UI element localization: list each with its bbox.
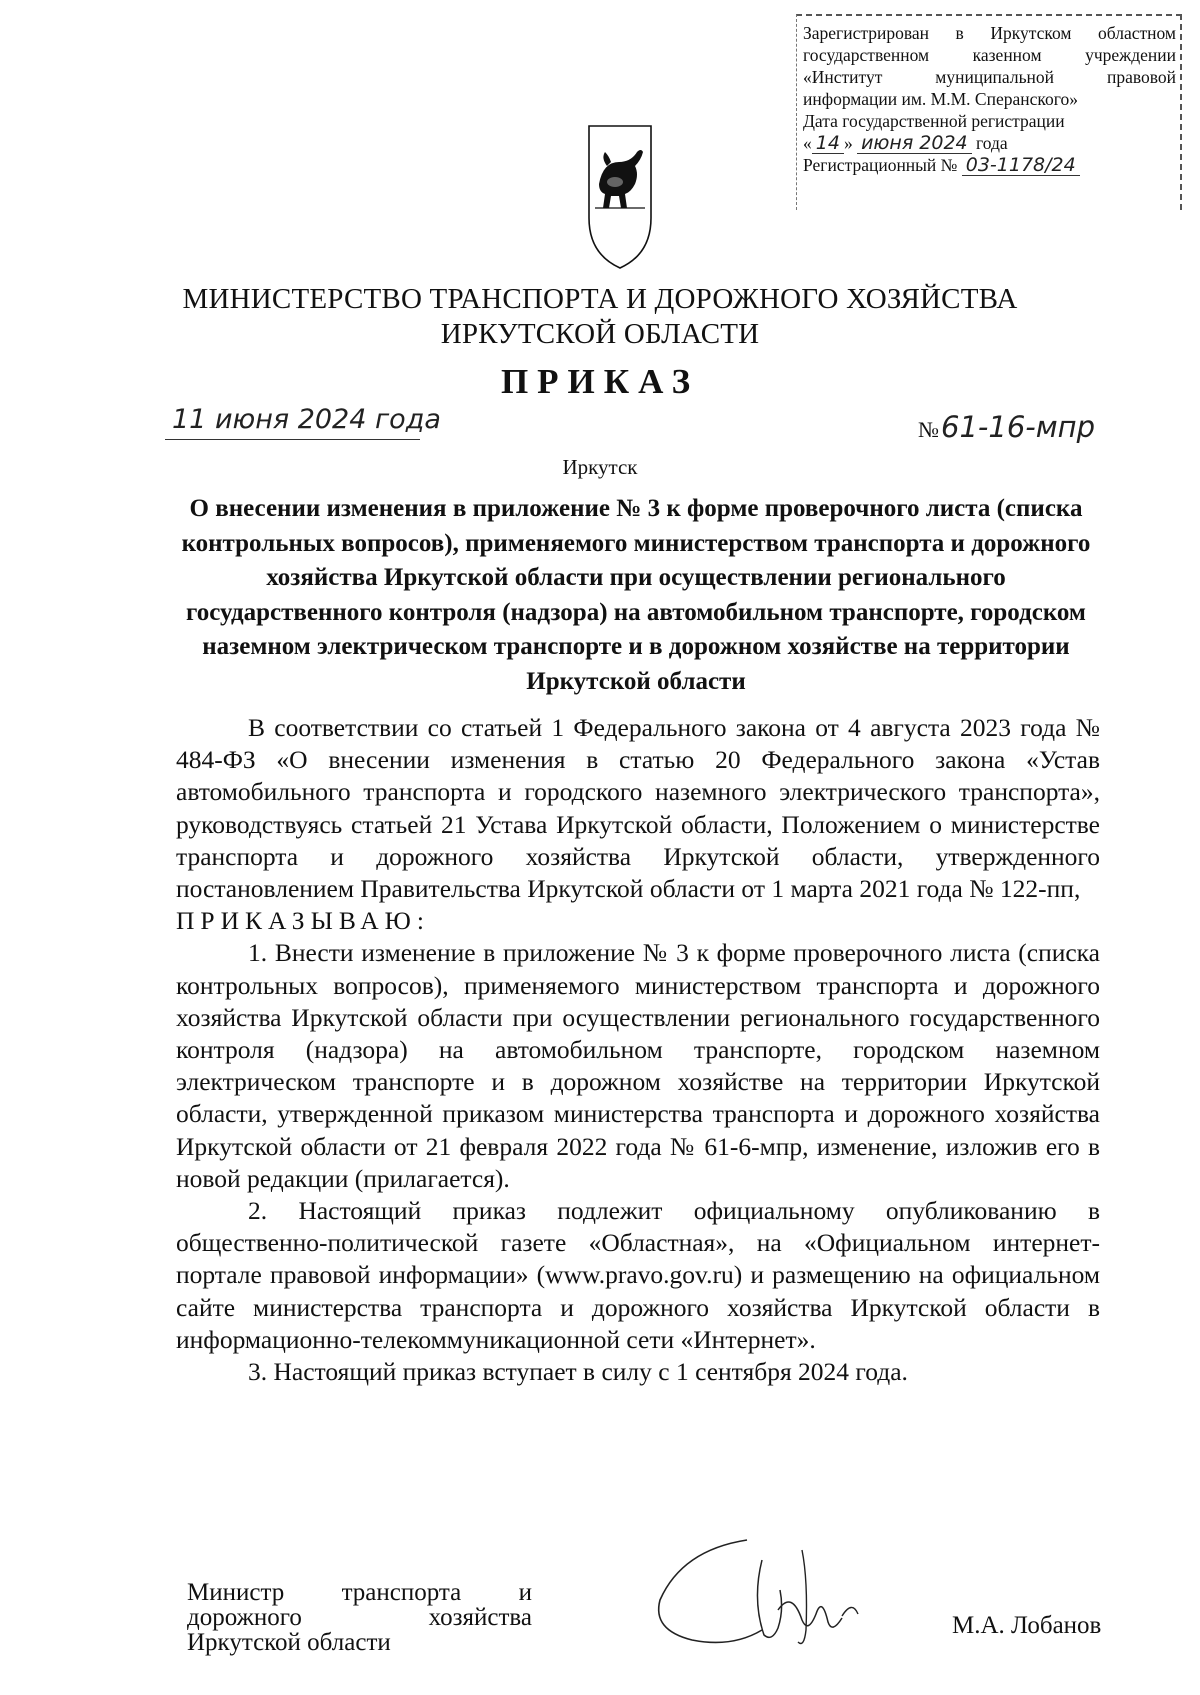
ministry-name-line-1: МИНИСТЕРСТВО ТРАНСПОРТА И ДОРОЖНОГО ХОЗЯЙСТВА [182,283,1018,315]
order-item-1: 1. Внести изменение в приложение № 3 к форме проверочного листа (списка контрольных вопросов), применяемого министерством транспорта и дорожного хозяйства Иркутской области при осуществлении регионального государственного контроля (надзора) на автомобильном транспорте, городском наземном электрическом транспорте и в дорожном хозяйстве на территории Иркутской области, утвержденной приказом министерства транспорта и дорожного хозяйства Иркутской области от 21 февраля 2022 года № 61-6-мпр, изменение, изложив его в новой редакции (прилагается). [176,938,1100,1193]
order-number-handwritten: 61-16-мпр [941,410,1095,444]
registration-date-open-quote: « [803,133,812,153]
order-item-3: 3. Настоящий приказ вступает в силу с 1 сентября 2024 года. [248,1357,908,1387]
preamble-paragraph: В соответствии со статьей 1 Федерального закона от 4 августа 2023 года № 484-ФЗ «О внесении изменения в статью 20 Федерального закона «Устав автомобильного транспорта и городского наземного электрического транспорта», руководствуясь статьей 21 Устава Иркутской области, Положением о министерстве транспорта и дорожного хозяйства Иркутской области, утвержденного постановлением Правительства Иркутской области от 1 марта 2021 года № 122-пп, [176,713,1100,904]
order-number-label: № [918,417,939,442]
signer-position-line-3: Иркутской области [187,1629,391,1656]
irkutsk-coat-of-arms-icon [585,122,655,272]
ministry-name-line-2: ИРКУТСКОЙ ОБЛАСТИ [440,318,760,350]
registration-date [803,132,1176,154]
registration-line-4: информации им. М.М. Сперанского» [803,89,1078,109]
signer-name: М.А. Лобанов [952,1612,1102,1639]
signer-position [187,1580,532,1655]
registration-line-5: Дата государственной регистрации [803,111,1065,131]
order-date-underline [165,439,420,440]
signer-position-line-2: дорожного хозяйства [187,1604,532,1631]
order-date-handwritten: 11 июня 2024 года [172,404,441,435]
registration-date-suffix: года [976,133,1008,153]
registration-number-label: Регистрационный № [803,155,958,175]
document-subject: О внесении изменения в приложение № 3 к форме проверочного листа (списка контрольных вопросов), применяемого министерством транспорта и дорожного хозяйства Иркутской области при осуществлении регионального государственного контроля (надзора) на автомобильном транспорте, городском наземном электрическом транспорте и в дорожном хозяйстве на территории Иркутской области [181,495,1091,695]
registration-line-1: Зарегистрирован в Иркутском областном [803,23,1176,43]
document-body [176,712,1100,1388]
document-type-title: ПРИКАЗ [500,362,700,401]
order-word: ПРИКАЗЫВАЮ: [176,906,430,936]
registration-date-day: 14 [812,133,844,154]
order-item-2: 2. Настоящий приказ подлежит официальному опубликованию в общественно-политической газете «Областная», на «Официальном интернет-портале правовой информации» (www.pravo.gov.ru) и размещению на официальном сайте министерства транспорта и дорожного хозяйства Иркутской области в информационно-телекоммуникационной сети «Интернет». [176,1196,1100,1354]
registration-line-2: государственном казенном учреждении [803,45,1176,65]
registration-date-month-year: июня 2024 [857,133,972,154]
ministry-name [0,282,1200,352]
handwritten-signature-icon [652,1530,922,1650]
registration-date-close-quote: » [843,133,853,153]
registration-stamp [796,14,1182,210]
registration-number-value: 03-1178/24 [962,155,1080,176]
order-number [918,410,1095,444]
city-name: Иркутск [562,455,638,479]
registration-number [803,154,1176,176]
registration-line-3: «Институт муниципальной правовой [803,67,1176,87]
signer-position-line-1: Министр транспорта и [187,1579,532,1606]
